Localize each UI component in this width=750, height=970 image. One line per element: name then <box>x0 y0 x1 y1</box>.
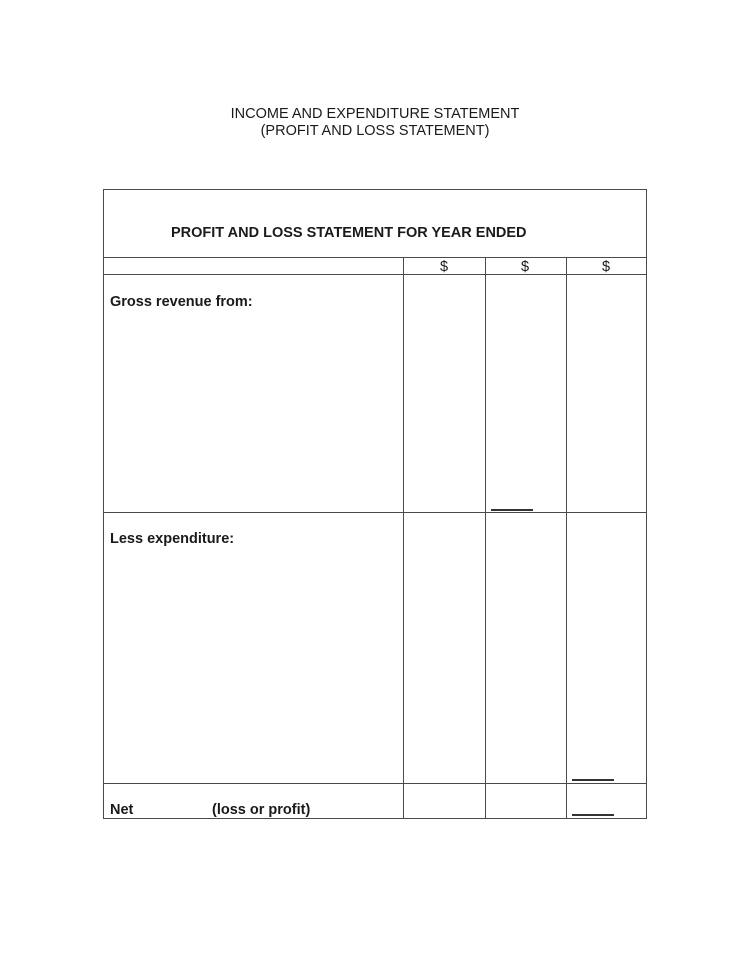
currency-header-3: $ <box>601 259 611 275</box>
less-expenditure-label: Less expenditure: <box>110 531 235 547</box>
currency-header-1: $ <box>439 259 449 275</box>
gross-revenue-label: Gross revenue from: <box>110 294 253 310</box>
currency-header-2: $ <box>520 259 530 275</box>
column-divider-3 <box>566 257 567 818</box>
expenditure-total-underline <box>572 779 614 781</box>
document-title: INCOME AND EXPENDITURE STATEMENT <box>230 106 520 122</box>
document-subtitle: (PROFIT AND LOSS STATEMENT) <box>260 123 490 139</box>
net-label: Net <box>110 802 134 818</box>
column-divider-1 <box>403 257 404 818</box>
net-total-double-underline <box>572 814 614 816</box>
column-divider-2 <box>485 257 486 818</box>
revenue-subtotal-underline <box>491 509 533 511</box>
net-qualifier-label: (loss or profit) <box>212 802 311 818</box>
table-header-title: PROFIT AND LOSS STATEMENT FOR YEAR ENDED <box>171 225 527 241</box>
